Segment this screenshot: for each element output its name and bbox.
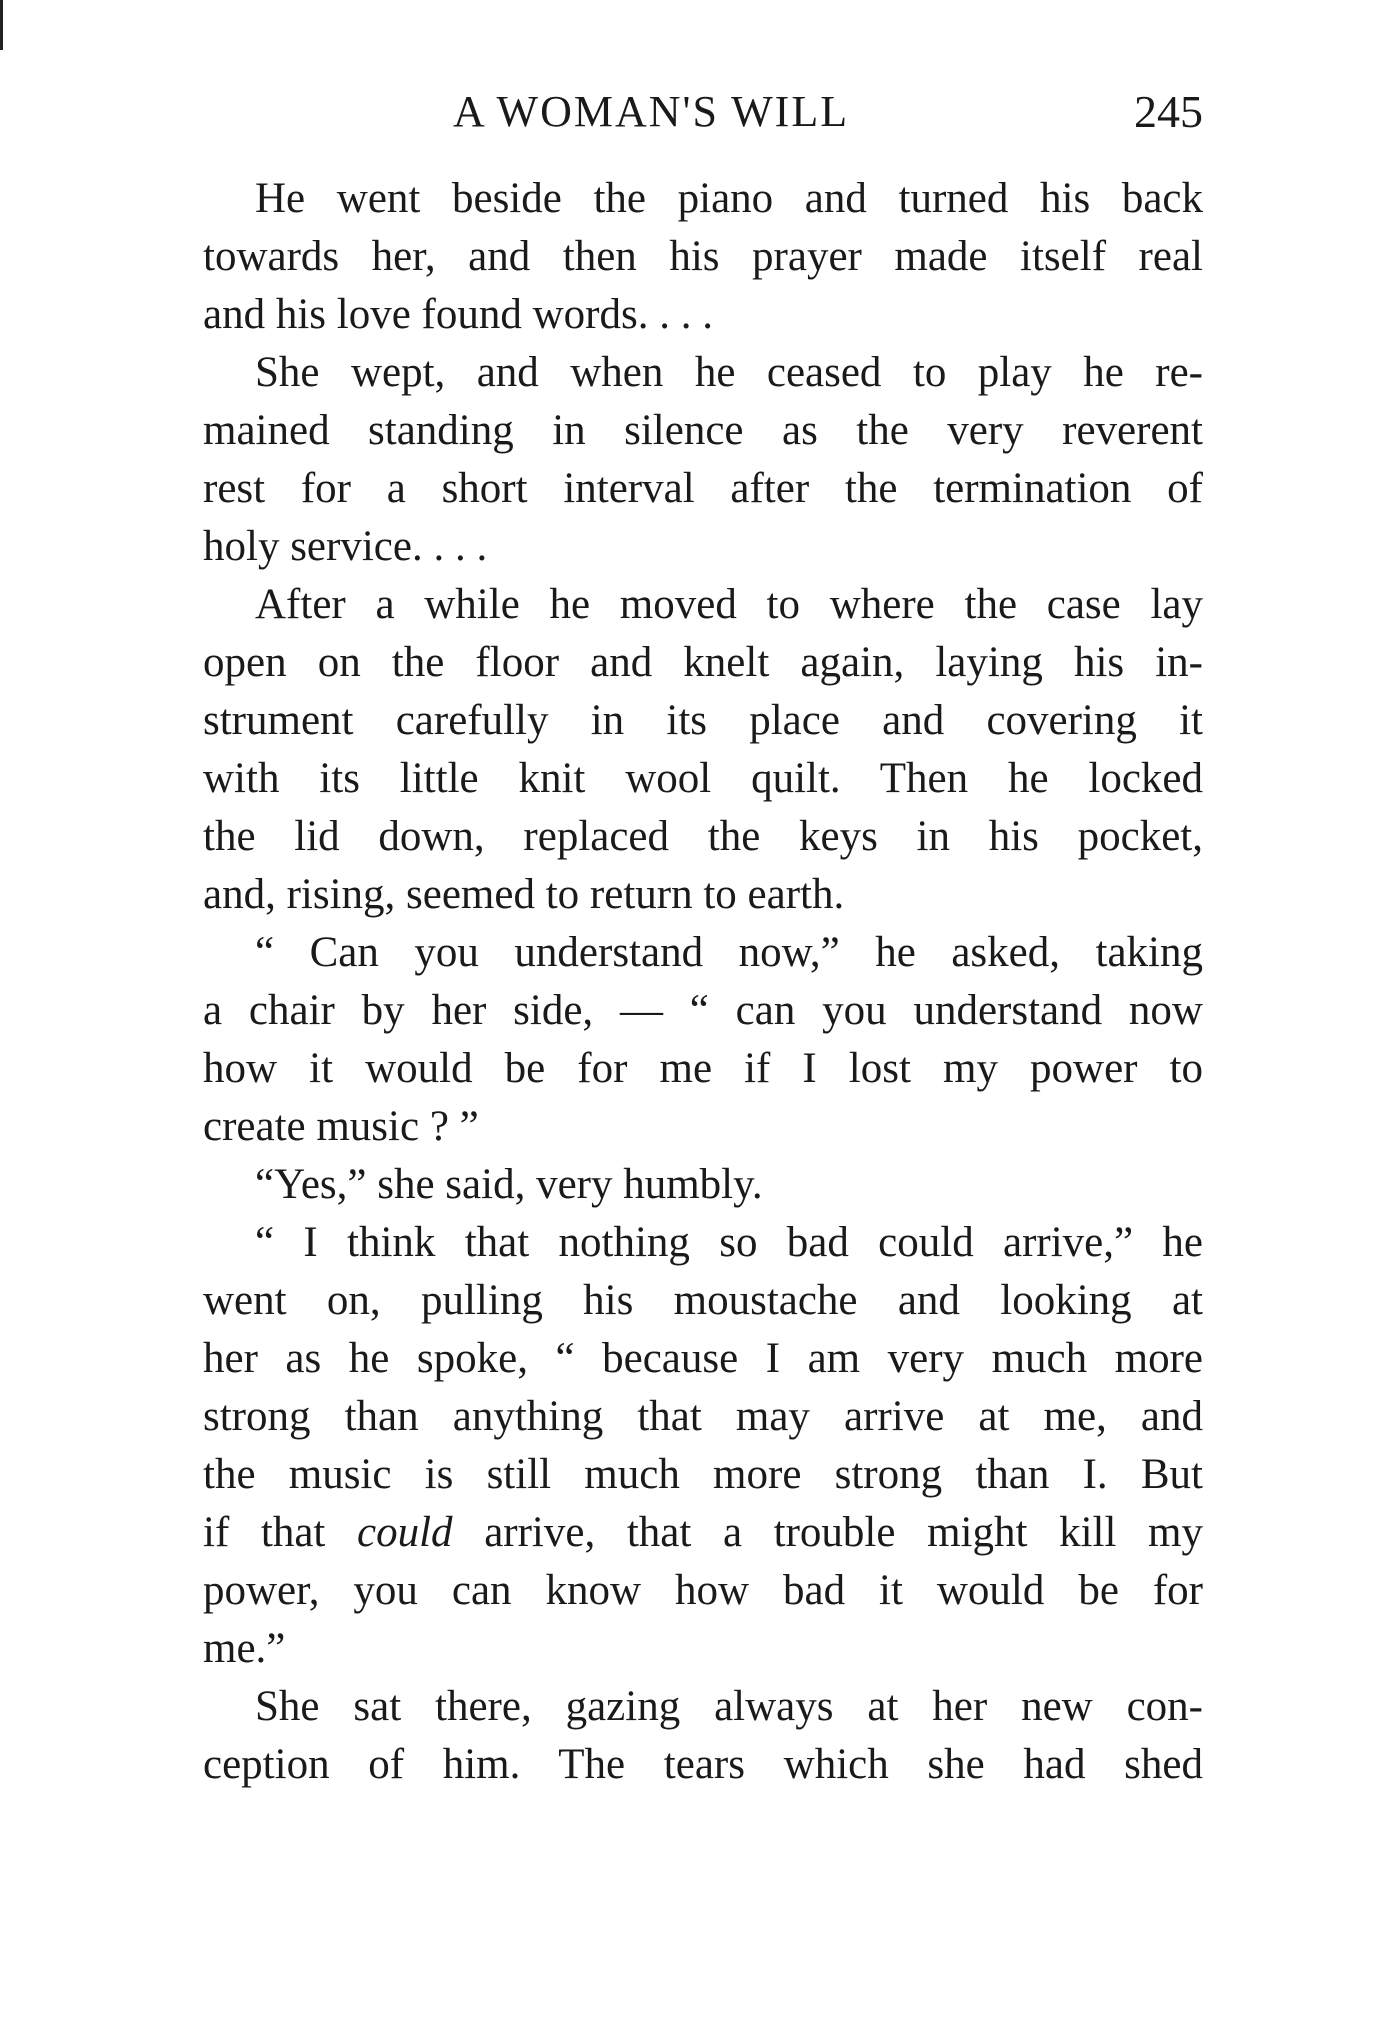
text-line: “ Can you understand now,” he asked, taking	[255, 929, 1203, 976]
scan-edge-mark	[0, 0, 3, 50]
text-line: strong than anything that may arrive at me, and	[203, 1393, 1203, 1440]
text-line: “ I think that nothing so bad could arrive,” he	[255, 1219, 1203, 1266]
text-line: power, you can know how bad it would be for	[203, 1567, 1203, 1614]
text-line: with its little knit wool quilt. Then he locked	[203, 755, 1203, 802]
text-line: if that could arrive, that a trouble might kill my	[203, 1509, 1203, 1556]
running-title: A WOMAN'S WILL	[453, 87, 850, 136]
text-line: holy service. . . .	[203, 523, 488, 570]
page-number: 245	[1134, 86, 1203, 137]
text-line: and his love found words. . . .	[203, 291, 713, 338]
text-line: He went beside the piano and turned his back	[255, 175, 1203, 222]
text-line: ception of him. The tears which she had shed	[203, 1741, 1203, 1788]
text-line: She sat there, gazing always at her new con-	[255, 1683, 1203, 1730]
text-line: her as he spoke, “ because I am very much more	[203, 1335, 1203, 1382]
text-line: a chair by her side, — “ can you understand now	[203, 987, 1203, 1034]
text-line: went on, pulling his moustache and looking at	[203, 1277, 1203, 1324]
text-line: After a while he moved to where the case lay	[255, 581, 1203, 628]
text-line: the music is still much more strong than I. But	[203, 1451, 1203, 1498]
body-text	[203, 170, 1203, 1794]
text-line: and, rising, seemed to return to earth.	[203, 871, 845, 918]
running-head	[203, 82, 1203, 142]
text-line: “Yes,” she said, very humbly.	[255, 1161, 763, 1208]
text-line: mained standing in silence as the very reverent	[203, 407, 1203, 454]
text-line: towards her, and then his prayer made itself real	[203, 233, 1203, 280]
text-line: strument carefully in its place and covering it	[203, 697, 1203, 744]
text-line: the lid down, replaced the keys in his pocket,	[203, 813, 1203, 860]
text-line: She wept, and when he ceased to play he re-	[255, 349, 1203, 396]
text-line: rest for a short interval after the termination of	[203, 465, 1203, 512]
text-line: me.”	[203, 1625, 286, 1672]
italic-word: could	[357, 1509, 453, 1556]
text-line: how it would be for me if I lost my power to	[203, 1045, 1203, 1092]
text-line: open on the floor and knelt again, laying his in-	[203, 639, 1203, 686]
text-line: create music ? ”	[203, 1103, 479, 1150]
